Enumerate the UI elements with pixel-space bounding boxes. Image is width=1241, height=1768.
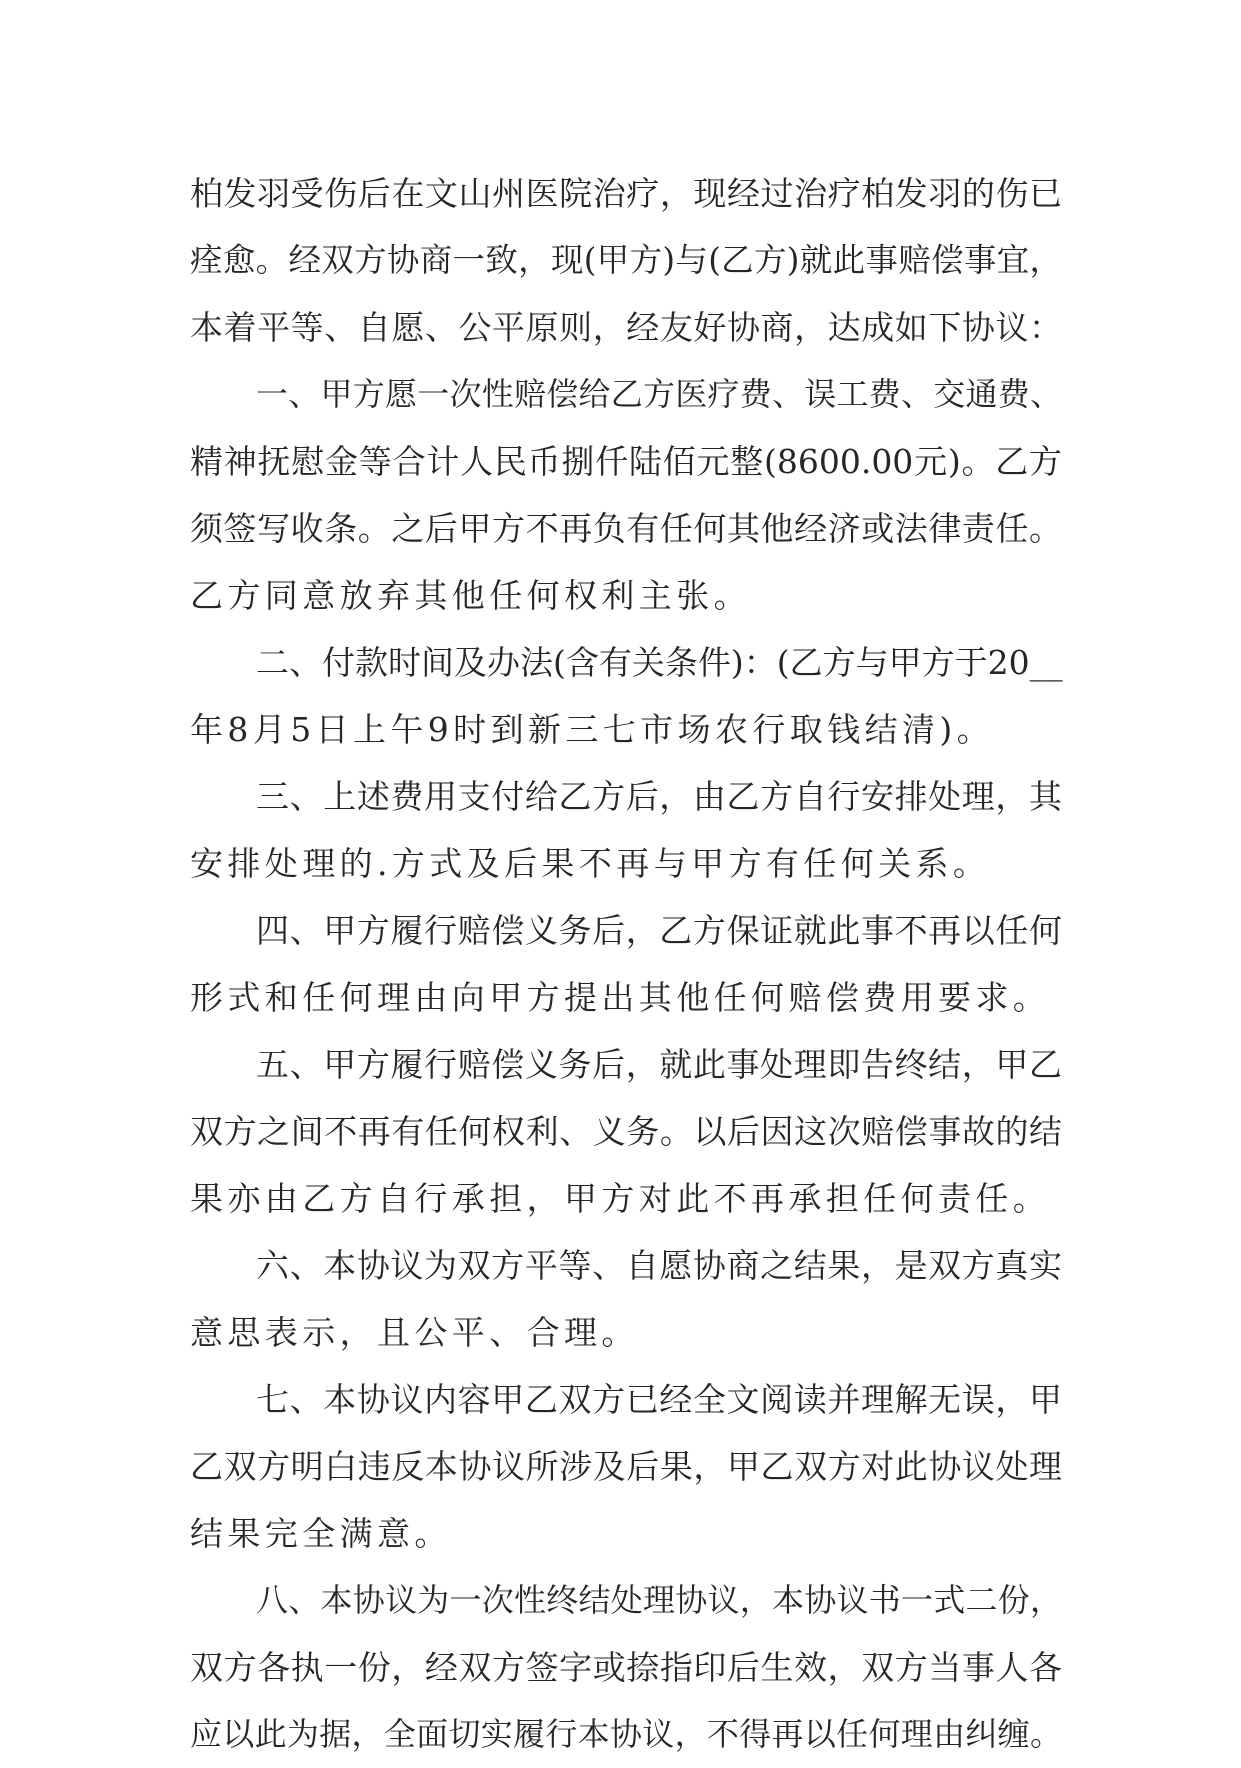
clause-8-line-3: 应以此为据，全面切实履行本协议，不得再以任何理由纠缠。 — [190, 1715, 1062, 1753]
clause-8-line-2: 双方各执一份，经双方签字或捺指印后生效，双方当事人各 — [190, 1648, 1062, 1687]
clause-7-line-3: 结果完全满意。 — [190, 1514, 452, 1553]
clause-3-line-2: 安排处理的.方式及后果不再与甲方有任何关系。 — [190, 844, 991, 883]
clause-7-line-2: 乙双方明白违反本协议所涉及后果，甲乙双方对此协议处理 — [190, 1447, 1062, 1486]
clause-7-line-1: 七、本协议内容甲乙双方已经全文阅读并理解无误，甲 — [256, 1380, 1062, 1419]
clause-6-line-1: 六、本协议为双方平等、自愿协商之结果，是双方真实 — [256, 1246, 1062, 1285]
clause-2-line-1: 二、付款时间及办法(含有关条件)：(乙方与甲方于20__ — [256, 643, 1063, 682]
clause-2-line-2: 年8月5日上午9时到新三七市场农行取钱结清)。 — [190, 710, 995, 749]
clause-3-line-1: 三、上述费用支付给乙方后，由乙方自行安排处理，其 — [256, 777, 1062, 816]
clause-5-line-1: 五、甲方履行赔偿义务后，就此事处理即告终结，甲乙 — [256, 1045, 1062, 1084]
text-line-03: 本着平等、自愿、公平原则，经友好协商，达成如下协议： — [190, 308, 1062, 347]
clause-5-line-2: 双方之间不再有任何权利、义务。以后因这次赔偿事故的结 — [190, 1112, 1062, 1151]
clause-1-line-1: 一、甲方愿一次性赔偿给乙方医疗费、误工费、交通费、 — [256, 375, 1062, 413]
clause-1-line-3: 须签写收条。之后甲方不再负有任何其他经济或法律责任。 — [190, 509, 1062, 548]
clause-4-line-1: 四、甲方履行赔偿义务后，乙方保证就此事不再以任何 — [256, 911, 1062, 950]
clause-1-line-2: 精神抚慰金等合计人民币捌仟陆佰元整(8600.00元)。乙方 — [190, 442, 1062, 481]
clause-5-line-3: 果亦由乙方自行承担，甲方对此不再承担任何责任。 — [190, 1179, 1051, 1218]
document-body — [190, 160, 1062, 1768]
clause-1-line-4: 乙方同意放弃其他任何权利主张。 — [190, 576, 751, 615]
clause-4-line-2: 形式和任何理由向甲方提出其他任何赔偿费用要求。 — [190, 978, 1051, 1017]
clause-6-line-2: 意思表示，且公平、合理。 — [190, 1313, 639, 1352]
clause-8-line-1: 八、本协议为一次性终结处理协议，本协议书一式二份， — [256, 1581, 1062, 1619]
text-line-02: 痊愈。经双方协商一致，现(甲方)与(乙方)就此事赔偿事宜， — [190, 241, 1062, 279]
text-line-01: 柏发羽受伤后在文山州医院治疗，现经过治疗柏发羽的伤已 — [190, 174, 1062, 213]
